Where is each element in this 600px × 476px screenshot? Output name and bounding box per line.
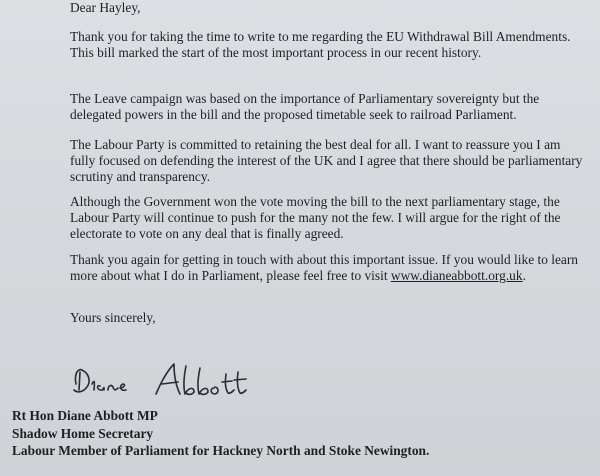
closing: Yours sincerely, <box>70 310 156 325</box>
website-link[interactable]: www.dianeabbott.org.uk <box>390 268 523 283</box>
signature-image <box>70 350 280 410</box>
paragraph-2: The Leave campaign was based on the importance of Parliamentary sovereignty but the delegated powers in the bill and the proposed timetable seek to railroad Parliament. <box>70 91 540 122</box>
paragraph-5: Thank you again for getting in touch with about this important issue. If you would like to learn more about what I do in Parliament, please feel free to visit www.dianeabbott.org.uk. <box>70 252 579 283</box>
signatory-name: Rt Hon Diane Abbott MP <box>12 408 158 423</box>
paragraph-1: Thank you for taking the time to write to me regarding the EU Withdrawal Bill Amendments. This bill marked the start of the most important process in our recent history. <box>70 29 571 60</box>
paragraph-5-text: Thank you again for getting in touch with about this important issue. If you would like to learn more about what I do in Parliament, please feel free to visit <box>70 252 579 283</box>
signatory-block <box>12 407 429 460</box>
salutation: Dear Hayley, <box>70 0 141 15</box>
signatory-role: Labour Member of Parliament for Hackney North and Stoke Newington. <box>12 443 430 458</box>
paragraph-3: The Labour Party is committed to retaining the best deal for all. I want to reassure you I am fully focused on defending the interest of the UK and I agree that there should be parliamentary scrutiny and transparency. <box>70 137 583 184</box>
paragraph-4: Although the Government won the vote moving the bill to the next parliamentary stage, the Labour Party will continue to push for the many not the few. I will argue for the right of the electorate to vote on any deal that is finally agreed. <box>70 194 561 241</box>
signatory-title: Shadow Home Secretary <box>12 425 154 441</box>
